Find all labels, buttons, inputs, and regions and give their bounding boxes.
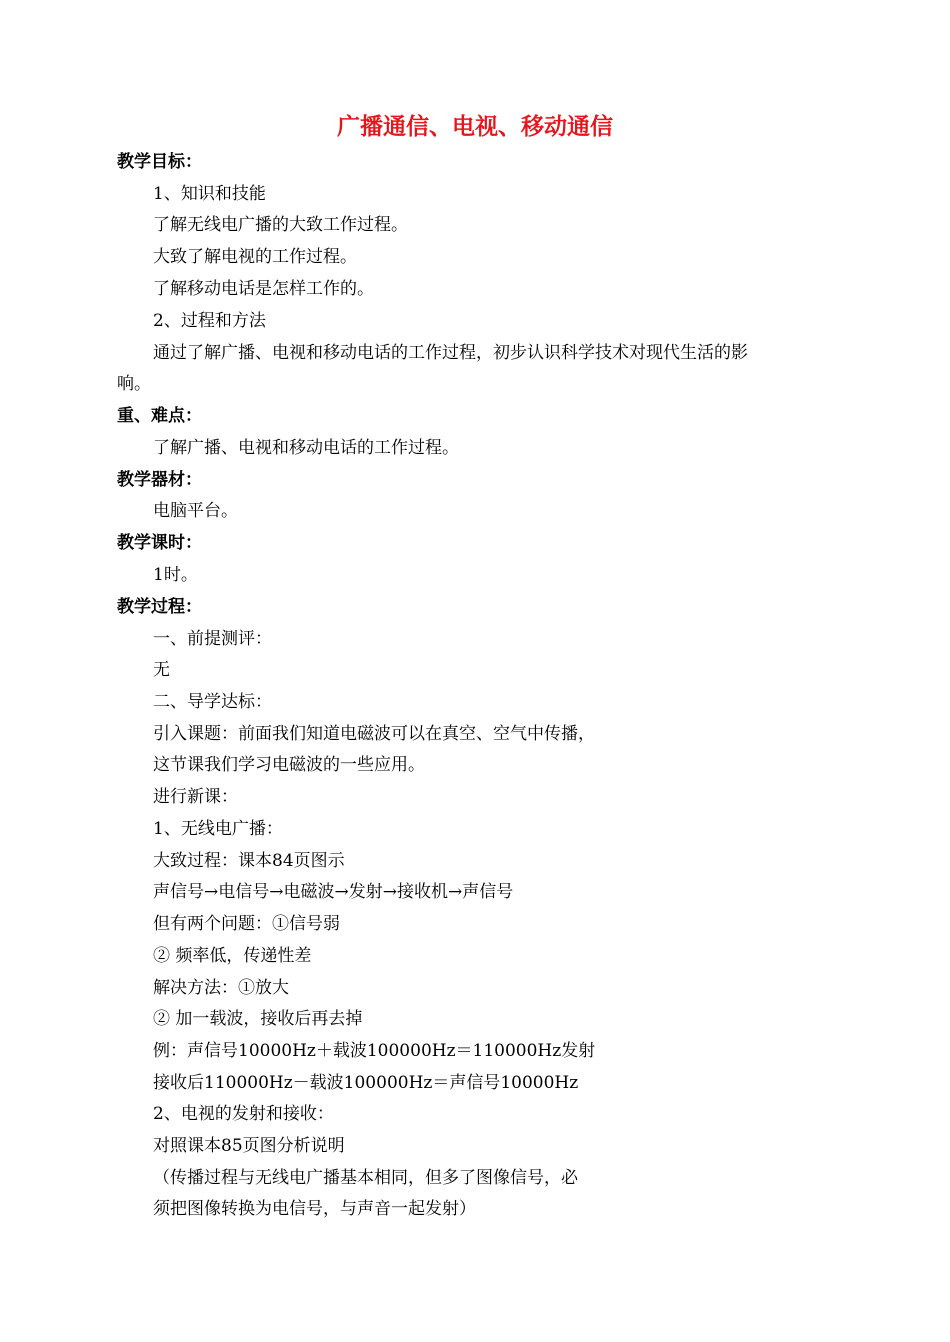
heading-key-points: 重、难点：	[117, 406, 202, 426]
heading-class-hours: 教学课时：	[117, 533, 202, 553]
paragraph-line: 进行新课：	[153, 787, 238, 807]
heading-teaching-objectives: 教学目标：	[117, 152, 202, 172]
paragraph-line: 声信号→电信号→电磁波→发射→接收机→声信号	[153, 882, 514, 902]
paragraph-line: ② 频率低，传递性差	[153, 946, 312, 966]
paragraph-line: 接收后110000Hz－载波100000Hz＝声信号10000Hz	[153, 1073, 579, 1093]
paragraph-line: 二、导学达标：	[153, 692, 272, 712]
paragraph-line: 电脑平台。	[153, 501, 238, 521]
paragraph-line: 但有两个问题：①信号弱	[153, 914, 340, 934]
paragraph-line: 这节课我们学习电磁波的一些应用。	[153, 755, 425, 775]
heading-teaching-materials: 教学器材：	[117, 470, 202, 490]
paragraph-line: 大致了解电视的工作过程。	[153, 247, 357, 267]
document-title: 广播通信、电视、移动通信	[337, 114, 613, 140]
paragraph-line: ② 加一载波，接收后再去掉	[153, 1009, 363, 1029]
paragraph-line: 解决方法：①放大	[153, 978, 289, 998]
paragraph-line: 1时。	[153, 565, 198, 585]
paragraph-line: （传播过程与无线电广播基本相同，但多了图像信号，必	[153, 1168, 578, 1188]
paragraph-line: 例：声信号10000Hz＋载波100000Hz＝110000Hz发射	[153, 1041, 596, 1061]
paragraph-line: 了解无线电广播的大致工作过程。	[153, 215, 408, 235]
paragraph-line: 1、无线电广播：	[153, 819, 283, 839]
paragraph-line: 对照课本85页图分析说明	[153, 1136, 345, 1156]
paragraph-line: 须把图像转换为电信号，与声音一起发射）	[153, 1199, 476, 1219]
paragraph-line: 2、过程和方法	[153, 311, 266, 331]
paragraph-line: 响。	[117, 374, 151, 394]
paragraph-line: 通过了解广播、电视和移动电话的工作过程，初步认识科学技术对现代生活的影	[153, 343, 748, 363]
paragraph-line: 了解移动电话是怎样工作的。	[153, 279, 374, 299]
heading-teaching-process: 教学过程：	[117, 597, 202, 617]
paragraph-line: 了解广播、电视和移动电话的工作过程。	[153, 438, 459, 458]
paragraph-line: 无	[153, 660, 170, 680]
paragraph-line: 一、前提测评：	[153, 629, 272, 649]
paragraph-line: 2、电视的发射和接收：	[153, 1104, 334, 1124]
paragraph-line: 1、知识和技能	[153, 184, 266, 204]
paragraph-line: 引入课题：前面我们知道电磁波可以在真空、空气中传播，	[153, 724, 595, 744]
paragraph-line: 大致过程：课本84页图示	[153, 851, 345, 871]
